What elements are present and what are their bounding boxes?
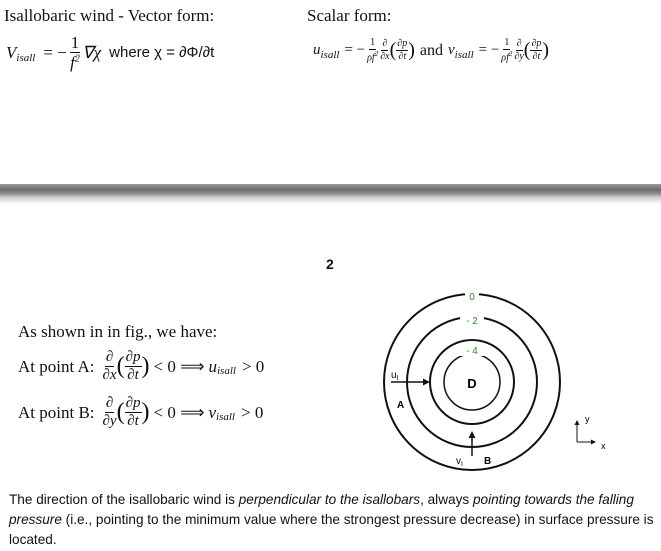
v-coef-fraction: $\frac{1}{\rho f^2}$ bbox=[501, 37, 513, 64]
axis-y-label: y bbox=[585, 414, 590, 424]
scalar-equation: u isall = − $\frac{1}{\rho f^2}$ $\frac{\partial}{\partial x}$ ( $\frac{\partial p}{\partial t}$ ) and v isall = − $\frac{1}{\rho f^2}$ $\frac{\partial}{\partial y}$ ( $\frac{\partial p}{\partial t}$ ) bbox=[313, 37, 550, 64]
contour-label-minus-2: - 2 bbox=[466, 316, 478, 327]
v-isall-symbol: V bbox=[6, 42, 17, 62]
point-b-v-sub: isall bbox=[216, 410, 235, 423]
point-a-label: At point A: bbox=[18, 356, 95, 376]
contour-label-minus-4: - 4 bbox=[466, 346, 478, 357]
one-over-f2-fraction bbox=[70, 34, 81, 71]
point-b-marker: B bbox=[484, 456, 492, 467]
u-equals-minus: = − bbox=[344, 42, 366, 59]
v-arrow-head bbox=[469, 431, 476, 438]
conclusion-emphasis-falling: pointing towards the falling pressure bbox=[9, 492, 634, 527]
u-arrow-head bbox=[423, 379, 430, 386]
equals-minus: = − bbox=[43, 42, 67, 62]
page-number: 2 bbox=[326, 256, 334, 272]
point-a-result: > 0 bbox=[241, 356, 265, 376]
point-b-ddy: $\frac{\partial}{\partial y}$ bbox=[102, 395, 117, 429]
v-equals-minus: = − bbox=[478, 42, 500, 59]
point-b-label: At point B: bbox=[18, 402, 95, 422]
y-axis-head bbox=[575, 420, 580, 425]
u-coef-fraction: $\frac{1}{\rho f^2}$ bbox=[367, 37, 379, 64]
u-label: $u_I$ bbox=[391, 370, 399, 382]
point-b-v: v bbox=[208, 402, 217, 422]
page-divider-shadow bbox=[0, 198, 661, 204]
fraction-denominator: $f^2$ bbox=[70, 53, 80, 72]
u-dpdt-fraction: $\frac{\partial p}{\partial t}$ bbox=[397, 38, 408, 63]
and-text: and bbox=[419, 41, 443, 59]
point-a-u-sub: isall bbox=[216, 364, 236, 377]
v-isall-subscript-scalar: isall bbox=[454, 48, 474, 61]
scalar-form-title: Scalar form: bbox=[307, 6, 392, 25]
point-b-relation: < 0 ⟹ bbox=[153, 402, 205, 422]
center-label: D bbox=[467, 376, 477, 391]
v-ddy-fraction: $\frac{\partial}{\partial y}$ bbox=[514, 38, 524, 63]
point-a-ddx: $\frac{\partial}{\partial x}$ bbox=[102, 349, 117, 383]
point-a-u: u bbox=[208, 356, 217, 376]
axis-x-label: x bbox=[601, 441, 606, 451]
page-divider bbox=[0, 184, 661, 198]
where-chi-definition: where χ = ∂Φ/∂t bbox=[109, 44, 215, 61]
conclusion-emphasis-perpendicular: perpendicular to the isallobars bbox=[238, 492, 421, 507]
v-dpdt-fraction: $\frac{\partial p}{\partial t}$ bbox=[531, 38, 542, 63]
intro-text: As shown in in fig., we have: bbox=[18, 322, 218, 341]
contour-label-0: 0 bbox=[469, 292, 475, 303]
u-ddx-fraction: $\frac{\partial}{\partial x}$ bbox=[380, 38, 390, 63]
vector-form-title: Isallobaric wind - Vector form: bbox=[4, 6, 215, 25]
point-a-marker: A bbox=[397, 400, 405, 411]
v-label: $v_I$ bbox=[456, 456, 463, 468]
vector-equation bbox=[6, 34, 214, 71]
v-isall-symbol-scalar: v bbox=[448, 42, 455, 59]
v-isall-subscript: isall bbox=[16, 51, 36, 64]
point-a-equation: At point A: $\frac{\partial}{\partial x}$ ( $\frac{\partial p}{\partial t}$ ) < 0 ⟹ u isall > 0 bbox=[18, 349, 265, 383]
point-b-dpdt: $\frac{\partial p}{\partial t}$ bbox=[125, 395, 141, 429]
point-b-equation: At point B: $\frac{\partial}{\partial y}$ ( $\frac{\partial p}{\partial t}$ ) < 0 ⟹ v isall > 0 bbox=[18, 395, 264, 429]
point-b-result: > 0 bbox=[240, 402, 264, 422]
x-axis-head bbox=[591, 440, 596, 445]
fraction-numerator: 1 bbox=[70, 33, 80, 52]
isallobar-figure bbox=[380, 284, 661, 484]
conclusion-paragraph: The direction of the isallobaric wind is perpendicular to the isallobars, always pointing towards the falling pressure (i.e., pointing to the minimum value where the strongest pressure decrease) in surface pressure is located. bbox=[9, 492, 654, 547]
point-a-relation: < 0 ⟹ bbox=[153, 356, 205, 376]
u-isall-subscript: isall bbox=[320, 48, 340, 61]
u-isall-symbol: u bbox=[313, 42, 321, 59]
nabla-chi: ∇χ bbox=[82, 42, 102, 62]
point-a-dpdt: $\frac{\partial p}{\partial t}$ bbox=[125, 349, 141, 383]
